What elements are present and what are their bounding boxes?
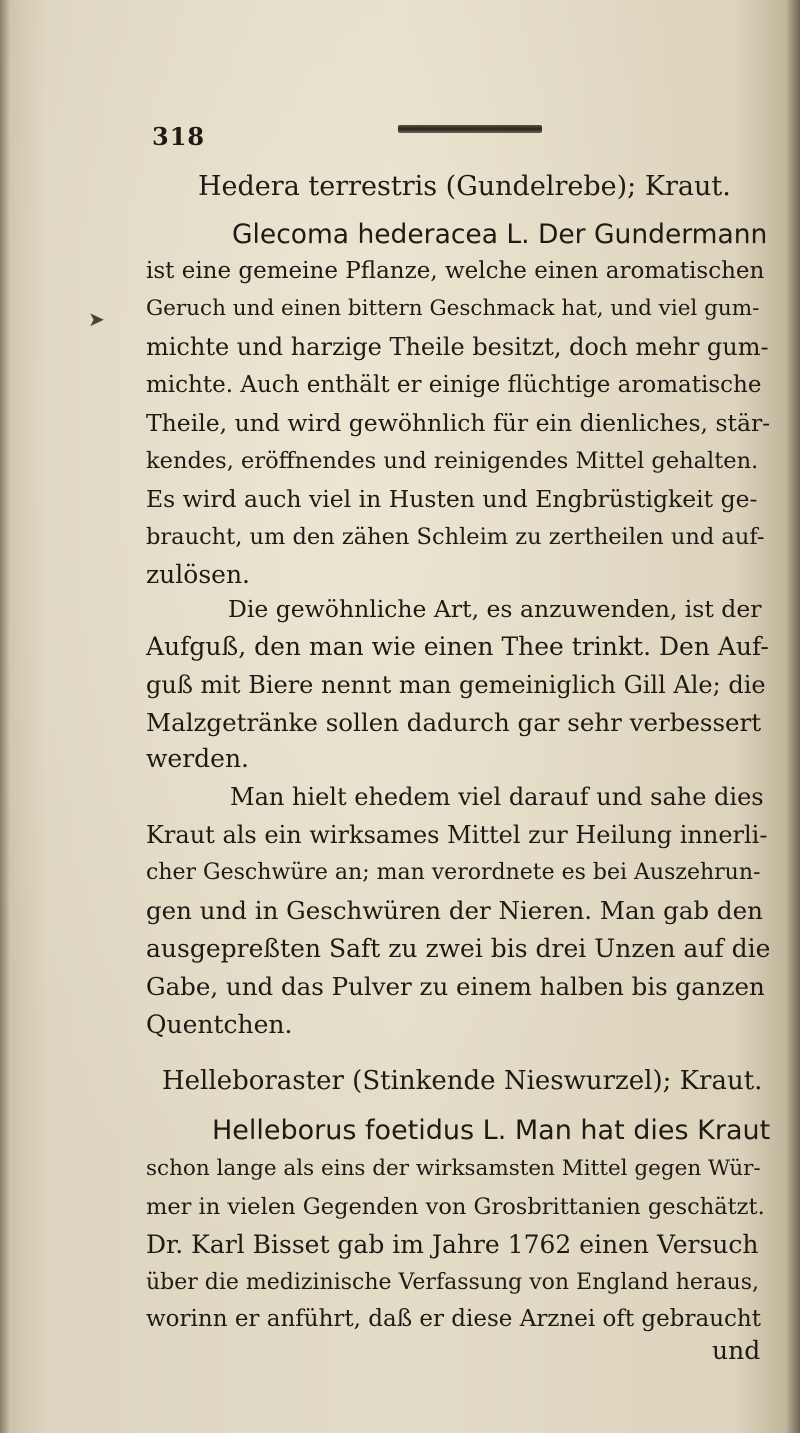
body-line: braucht, um den zähen Schleim zu zertheilen und auf- (146, 524, 765, 550)
margin-arrow-mark: ➤ (88, 307, 105, 331)
body-line: Malzgetränke sollen dadurch gar sehr verbessert (146, 708, 762, 737)
body-line: Die gewöhnliche Art, es anzuwenden, ist der (228, 595, 762, 623)
body-line: Aufguß, den man wie einen Thee trinkt. Den Auf- (146, 632, 769, 661)
body-line: Gabe, und das Pulver zu einem halben bis ganzen (146, 972, 765, 1001)
body-line: Quentchen. (146, 1010, 293, 1039)
body-line: zulösen. (146, 560, 250, 589)
body-line: worinn er anführt, daß er diese Arznei oft gebraucht (146, 1306, 761, 1332)
entry-heading: Hedera terrestris (Gundelrebe); Kraut. (198, 171, 731, 202)
page-left-edge (0, 0, 10, 1433)
catchword: und (712, 1336, 761, 1365)
header-rule (398, 125, 542, 133)
page-right-edge (786, 0, 800, 1433)
body-line: ausgepreßten Saft zu zwei bis drei Unzen auf die (146, 934, 771, 963)
body-line: cher Geschwüre an; man verordnete es bei Auszehrun- (146, 860, 761, 885)
body-line: Dr. Karl Bisset gab im Jahre 1762 einen Versuch (146, 1230, 759, 1259)
entry-heading: Helleboraster (Stinkende Nieswurzel); Kraut. (162, 1066, 763, 1096)
body-line: michte. Auch enthält er einige flüchtige aromatische (146, 372, 762, 398)
body-line: Helleborus foetidus L. Man hat dies Kraut (212, 1115, 771, 1146)
body-line: Glecoma hederacea L. Der Gundermann (232, 219, 768, 250)
body-line: michte und harzige Theile besitzt, doch mehr gum- (146, 333, 769, 361)
body-line: über die medizinische Verfassung von England heraus, (146, 1270, 760, 1295)
body-line: werden. (146, 744, 249, 773)
body-line: guß mit Biere nennt man gemeiniglich Gill Ale; die (146, 671, 766, 699)
body-line: kendes, eröffnendes und reinigendes Mittel gehalten. (146, 448, 759, 474)
body-line: Theile, und wird gewöhnlich für ein dienliches, stär- (146, 409, 771, 437)
body-line: Kraut als ein wirksames Mittel zur Heilung innerli- (146, 821, 768, 849)
body-line: mer in vielen Gegenden von Grosbrittanien geschätzt. (146, 1194, 765, 1220)
body-line: ist eine gemeine Pflanze, welche einen aromatischen (146, 258, 765, 284)
body-line: Es wird auch viel in Husten und Engbrüstigkeit ge- (146, 485, 758, 513)
body-line: Geruch und einen bittern Geschmack hat, und viel gum- (146, 296, 760, 321)
body-line: schon lange als eins der wirksamsten Mittel gegen Wür- (146, 1156, 761, 1181)
page-number: 318 (152, 122, 206, 151)
body-line: Man hielt ehedem viel darauf und sahe dies (230, 783, 764, 811)
body-line: gen und in Geschwüren der Nieren. Man gab den (146, 896, 763, 925)
